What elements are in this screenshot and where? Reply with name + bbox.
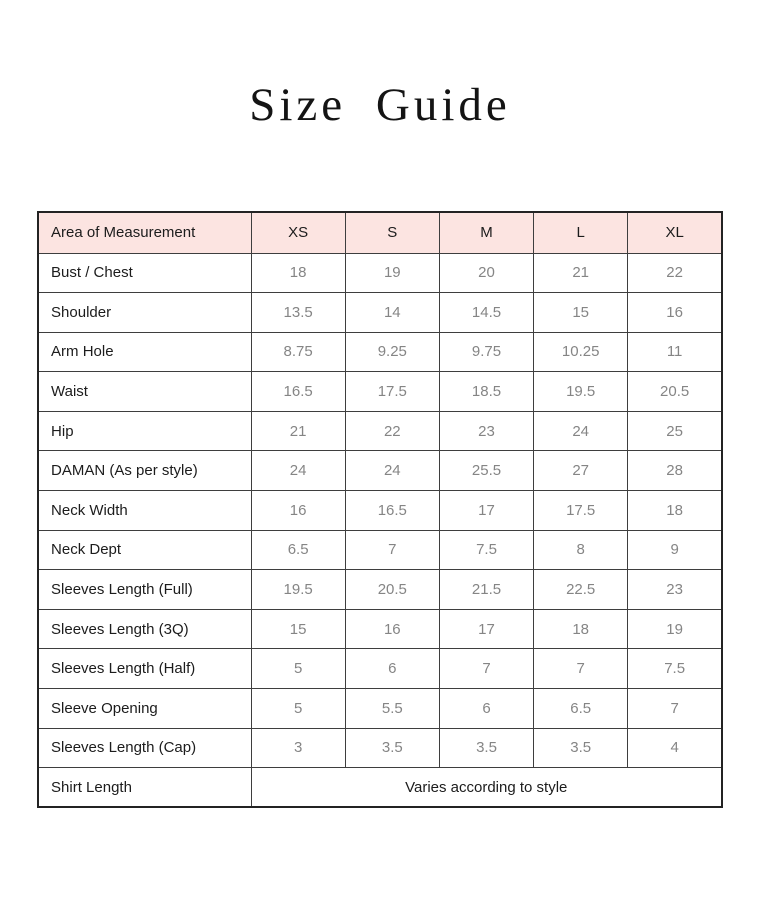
cell-value: 3.5 [345,728,439,768]
cell-value: 15 [251,609,345,649]
cell-value: 14.5 [439,293,533,333]
cell-value: 16 [345,609,439,649]
row-label: Bust / Chest [38,253,251,293]
cell-value: 16.5 [251,372,345,412]
row-label: Sleeve Opening [38,689,251,729]
row-label: Neck Dept [38,530,251,570]
cell-value: 3.5 [439,728,533,768]
cell-value: 21.5 [439,570,533,610]
cell-value: 25.5 [439,451,533,491]
cell-value: 19 [345,253,439,293]
cell-value: 16.5 [345,491,439,531]
row-label: Sleeves Length (Half) [38,649,251,689]
cell-value: 9 [628,530,722,570]
cell-value: 18 [628,491,722,531]
cell-value: 6 [439,689,533,729]
cell-value: 22 [345,411,439,451]
row-label: Shoulder [38,293,251,333]
cell-value: 18 [251,253,345,293]
cell-value: 28 [628,451,722,491]
cell-value: 3 [251,728,345,768]
page-title: Size Guide [249,79,511,131]
table-row [38,411,722,451]
table-row [38,332,722,372]
cell-value: 18.5 [439,372,533,412]
cell-value: 20 [439,253,533,293]
table-row [38,372,722,412]
table-row [38,530,722,570]
table-row [38,570,722,610]
cell-value: 24 [534,411,628,451]
cell-value: 17 [439,491,533,531]
row-label: Sleeves Length (Full) [38,570,251,610]
cell-value: 7 [439,649,533,689]
cell-value: 18 [534,609,628,649]
header-size-xl: XL [628,212,722,253]
cell-value: 7 [534,649,628,689]
table-body [38,253,722,807]
cell-value: 7.5 [628,649,722,689]
table-row [38,689,722,729]
header-row [38,212,722,253]
table-row [38,253,722,293]
cell-value: 7 [345,530,439,570]
cell-value: 5 [251,649,345,689]
cell-value: 25 [628,411,722,451]
cell-value: 6.5 [251,530,345,570]
cell-value: 22 [628,253,722,293]
cell-value: 16 [251,491,345,531]
table-row [38,609,722,649]
cell-value: 23 [439,411,533,451]
row-label: Arm Hole [38,332,251,372]
row-label: Waist [38,372,251,412]
cell-value: 14 [345,293,439,333]
row-span-value: Varies according to style [251,768,722,808]
cell-value: 22.5 [534,570,628,610]
row-label: Hip [38,411,251,451]
table-row [38,768,722,808]
table-row [38,728,722,768]
table-row [38,451,722,491]
cell-value: 7 [628,689,722,729]
cell-value: 11 [628,332,722,372]
header-size-xs: XS [251,212,345,253]
cell-value: 21 [251,411,345,451]
row-label: Sleeves Length (3Q) [38,609,251,649]
cell-value: 6.5 [534,689,628,729]
cell-value: 9.25 [345,332,439,372]
cell-value: 9.75 [439,332,533,372]
cell-value: 17.5 [345,372,439,412]
cell-value: 16 [628,293,722,333]
row-label: Shirt Length [38,768,251,808]
cell-value: 15 [534,293,628,333]
cell-value: 23 [628,570,722,610]
cell-value: 7.5 [439,530,533,570]
cell-value: 19.5 [534,372,628,412]
header-size-s: S [345,212,439,253]
table-row [38,293,722,333]
cell-value: 20.5 [628,372,722,412]
cell-value: 17 [439,609,533,649]
cell-value: 5.5 [345,689,439,729]
table-row [38,649,722,689]
cell-value: 19 [628,609,722,649]
cell-value: 6 [345,649,439,689]
cell-value: 19.5 [251,570,345,610]
cell-value: 13.5 [251,293,345,333]
row-label: DAMAN (As per style) [38,451,251,491]
table-header [38,212,722,253]
size-guide-table [37,211,723,808]
row-label: Sleeves Length (Cap) [38,728,251,768]
cell-value: 3.5 [534,728,628,768]
cell-value: 8 [534,530,628,570]
header-area-of-measurement: Area of Measurement [38,212,251,253]
cell-value: 20.5 [345,570,439,610]
cell-value: 24 [345,451,439,491]
table-row [38,491,722,531]
cell-value: 24 [251,451,345,491]
cell-value: 27 [534,451,628,491]
cell-value: 21 [534,253,628,293]
cell-value: 4 [628,728,722,768]
cell-value: 10.25 [534,332,628,372]
header-size-l: L [534,212,628,253]
row-label: Neck Width [38,491,251,531]
cell-value: 17.5 [534,491,628,531]
cell-value: 5 [251,689,345,729]
header-size-m: M [439,212,533,253]
cell-value: 8.75 [251,332,345,372]
